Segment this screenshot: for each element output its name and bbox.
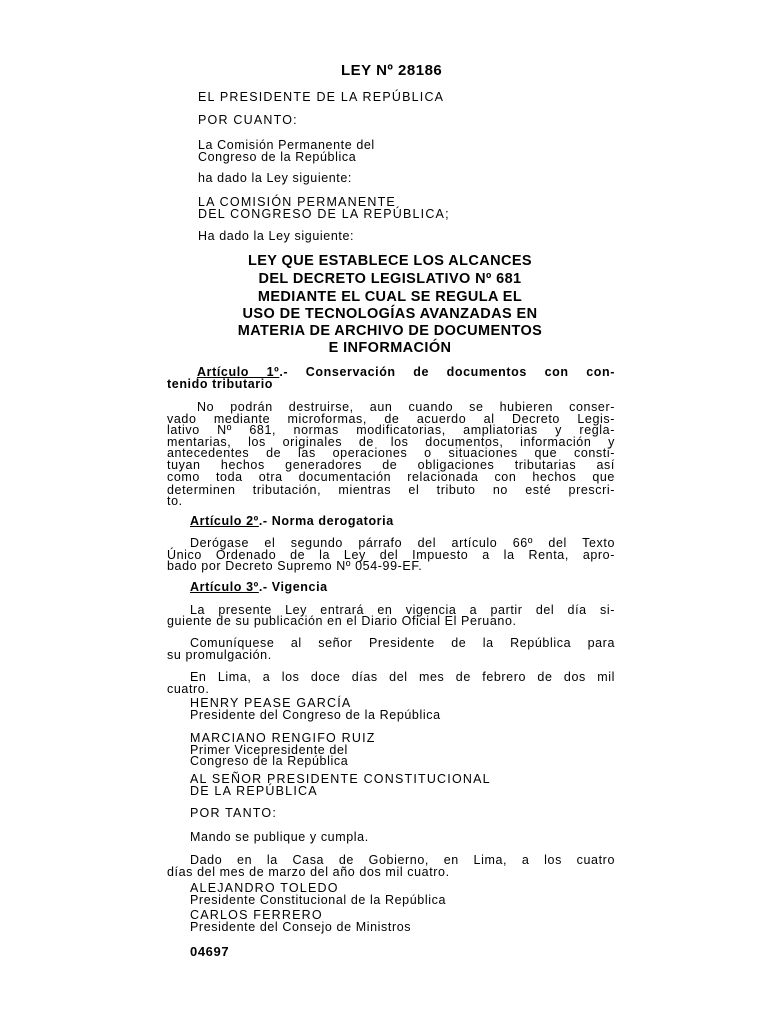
article-1-text-1: No podrán destruirse, aun cuando se hubieren conser- [197, 400, 615, 414]
article-3-text-2: guiente de su publicación en el Diario Oficial El Peruano. [167, 614, 517, 628]
article-3-title: .- Vigencia [258, 580, 328, 594]
al-senor-line-2: DE LA REPÚBLICA [190, 784, 318, 798]
law-heading-line-6: E INFORMACIÓN [328, 340, 452, 356]
document-number: 04697 [190, 944, 230, 959]
article-1-text-2: vado mediante microformas, de acuerdo al Decreto Legis- [167, 412, 615, 426]
comision-caps-1: LA COMISIÓN PERMANENTE [198, 195, 396, 209]
en-lima-line-2: cuatro. [167, 682, 210, 696]
signatory-2-role-1: Primer Vicepresidente del [190, 743, 348, 757]
signatory-1-name: HENRY PEASE GARCÍA [190, 696, 352, 710]
signatory-3-role: Presidente Constitucional de la República [190, 893, 446, 907]
al-senor-line-1: AL SEÑOR PRESIDENTE CONSTITUCIONAL [190, 772, 491, 786]
article-1-text-7: como toda otra documentación relacionada con hechos que [167, 470, 615, 484]
en-lima-line-1: En Lima, a los doce días del mes de febrero de dos mil [190, 670, 615, 684]
article-2-heading [190, 515, 394, 528]
article-3-heading [190, 581, 328, 594]
comision-caps-2: DEL CONGRESO DE LA REPÚBLICA; [198, 207, 450, 221]
article-3-text-1: La presente Ley entrará en vigencia a partir del día si- [190, 603, 615, 617]
article-3-label: Artículo 3º [190, 580, 259, 594]
article-1-text-4: mentarias, los originales de los documentos, información y [167, 435, 615, 449]
article-1-text-8: determinen tributación, mientras el tributo no esté prescri- [167, 483, 615, 497]
article-1-text-9: to. [167, 494, 183, 508]
presidente-heading: EL PRESIDENTE DE LA REPÚBLICA [198, 90, 445, 104]
mando-line: Mando se publique y cumpla. [190, 830, 369, 844]
por-cuanto: POR CUANTO: [198, 113, 298, 127]
signatory-4-name: CARLOS FERRERO [190, 908, 323, 922]
law-heading-line-2: DEL DECRETO LEGISLATIVO Nº 681 [258, 271, 522, 287]
article-2-text-3: bado por Decreto Supremo Nº 054-99-EF. [167, 559, 423, 573]
dado-line-1: Dado en la Casa de Gobierno, en Lima, a los cuatro [190, 853, 615, 867]
article-2-text-1: Derógase el segundo párrafo del artículo 66º del Texto [190, 536, 615, 550]
article-2-text-2: Único Ordenado de la Ley del Impuesto a la Renta, apro- [167, 548, 615, 562]
por-tanto: POR TANTO: [190, 806, 278, 820]
law-title: LEY Nº 28186 [341, 62, 443, 79]
article-1-text-6: tuyan hechos generadores de obligaciones tributarias así [167, 458, 615, 472]
comision-line-1: La Comisión Permanente del [198, 138, 375, 152]
comuniquese-line-1: Comuníquese al señor Presidente de la República para [190, 636, 615, 650]
article-1-label: Artículo 1º [197, 365, 280, 379]
article-1-heading-cont: tenido tributario [167, 377, 274, 391]
law-heading-line-3: MEDIANTE EL CUAL SE REGULA EL [257, 289, 523, 305]
signatory-4-role: Presidente del Consejo de Ministros [190, 920, 412, 934]
signatory-1-role: Presidente del Congreso de la República [190, 708, 441, 722]
law-heading-line-4: USO DE TECNOLOGÍAS AVANZADAS EN [242, 306, 538, 322]
article-2-label: Artículo 2º [190, 514, 259, 528]
article-1-text-5: antecedentes de las operaciones o situaciones que consti- [167, 446, 615, 460]
dado-line-2: días del mes de marzo del año dos mil cuatro. [167, 865, 450, 879]
article-1-title: .- Conservación de documentos con con- [279, 365, 615, 379]
law-heading-line-5: MATERIA DE ARCHIVO DE DOCUMENTOS [237, 323, 543, 339]
law-heading-line-1: LEY QUE ESTABLECE LOS ALCANCES [247, 253, 533, 269]
ha-dado-line-1: ha dado la Ley siguiente: [198, 171, 352, 185]
article-2-title: .- Norma derogatoria [258, 514, 394, 528]
comision-line-2: Congreso de la República [198, 150, 357, 164]
comuniquese-line-2: su promulgación. [167, 648, 272, 662]
signatory-2-role-2: Congreso de la República [190, 754, 349, 768]
ha-dado-line-2: Ha dado la Ley siguiente: [198, 229, 355, 243]
signatory-2-name: MARCIANO RENGIFO RUIZ [190, 731, 376, 745]
signatory-3-name: ALEJANDRO TOLEDO [190, 881, 339, 895]
article-1-text-3: lativo Nº 681, normas modificatorias, ampliatorias y regla- [167, 423, 615, 437]
